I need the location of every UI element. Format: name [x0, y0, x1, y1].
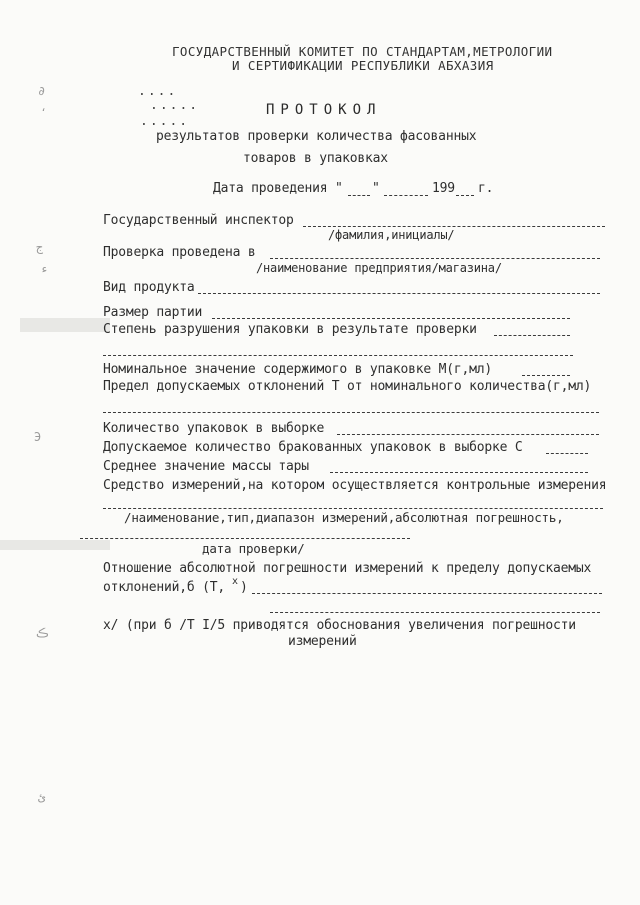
footnote-line-2: измерений [288, 634, 357, 649]
date-day-blank [348, 195, 370, 196]
margin-mark: ، [40, 100, 48, 114]
tolerance-limit-label: Предел допускаемых отклонений Т от номинального количества(г,мл) [103, 379, 592, 394]
date-month-blank [384, 195, 428, 196]
date-quote: " [372, 181, 380, 196]
checked-at-label: Проверка проведена в [103, 245, 256, 260]
measuring-means-label: Средство измерений,на котором осуществляется контрольные измерения [103, 478, 607, 493]
header-line-2: И СЕРТИФИКАЦИИ РЕСПУБЛИКИ АБХАЗИЯ [232, 58, 494, 73]
inspector-label: Государственный инспектор [103, 213, 294, 228]
page-title: ПРОТОКОЛ [266, 102, 382, 118]
batch-size-blank [212, 318, 570, 319]
destruction-degree-label: Степень разрушения упаковки в результате проверки [103, 322, 477, 337]
measuring-note-1: /наименование,тип,диапазон измерений,абсолютная погрешность, [124, 510, 564, 525]
scan-smudge [0, 540, 110, 550]
destruction-degree-blank-2 [103, 355, 573, 356]
measuring-means-blank [103, 508, 603, 509]
decorative-dots: ..... [150, 98, 200, 113]
date-year: 199 [432, 181, 455, 196]
batch-size-label: Размер партии [103, 305, 203, 320]
decorative-dots: .... [138, 84, 178, 99]
nominal-value-blank [522, 375, 570, 376]
tolerance-limit-blank [103, 412, 599, 413]
tare-mass-blank [330, 472, 588, 473]
margin-mark: ∂ [38, 84, 46, 98]
ratio-line-2: отклонений,б (Т, [103, 580, 226, 595]
sample-count-label: Количество упаковок в выборке [103, 421, 325, 436]
nominal-value-label: Номинальное значение содержимого в упаковке М(г,мл) [103, 362, 492, 377]
ratio-blank-2 [270, 612, 600, 613]
date-suffix: г. [478, 181, 494, 196]
checked-at-blank [270, 258, 600, 259]
ratio-superscript: х [232, 576, 238, 587]
margin-mark: Э [34, 430, 42, 444]
measuring-note-2: дата проверки/ [202, 541, 305, 556]
defect-allowed-label: Допускаемое количество бракованных упаковок в выборке С [103, 440, 523, 455]
decorative-dots: ..... [140, 114, 190, 129]
inspector-note: /фамилия,инициалы/ [328, 228, 455, 242]
measuring-means-blank-2 [80, 538, 410, 539]
margin-mark: ج [36, 240, 44, 254]
tare-mass-label: Среднее значение массы тары [103, 459, 309, 474]
ratio-blank [252, 593, 602, 594]
margin-mark: ئ [38, 790, 46, 804]
date-year-blank [456, 195, 474, 196]
date-label: Дата проведения " [213, 181, 343, 196]
checked-at-note: /наименование предприятия/магазина/ [256, 261, 502, 275]
ratio-close: ) [240, 580, 248, 595]
footnote-line-1: х/ (при б /Т I/5 приводятся обоснования увеличения погрешности [103, 618, 576, 633]
defect-allowed-blank [546, 453, 588, 454]
scan-smudge [20, 318, 110, 332]
sample-count-blank [337, 434, 599, 435]
subtitle-line-1: результатов проверки количества фасованных [156, 129, 477, 144]
ratio-line-1: Отношение абсолютной погрешности измерений к пределу допускаемых [103, 561, 592, 576]
margin-mark: ء [40, 262, 48, 276]
product-type-blank [198, 293, 600, 294]
destruction-degree-blank [494, 335, 570, 336]
inspector-blank [303, 226, 605, 227]
subtitle-line-2: товаров в упаковках [243, 151, 388, 166]
header-line-1: ГОСУДАРСТВЕННЫЙ КОМИТЕТ ПО СТАНДАРТАМ,МЕТРОЛОГИИ [172, 44, 553, 59]
margin-mark: ڪ [36, 626, 49, 640]
product-type-label: Вид продукта [103, 280, 195, 295]
